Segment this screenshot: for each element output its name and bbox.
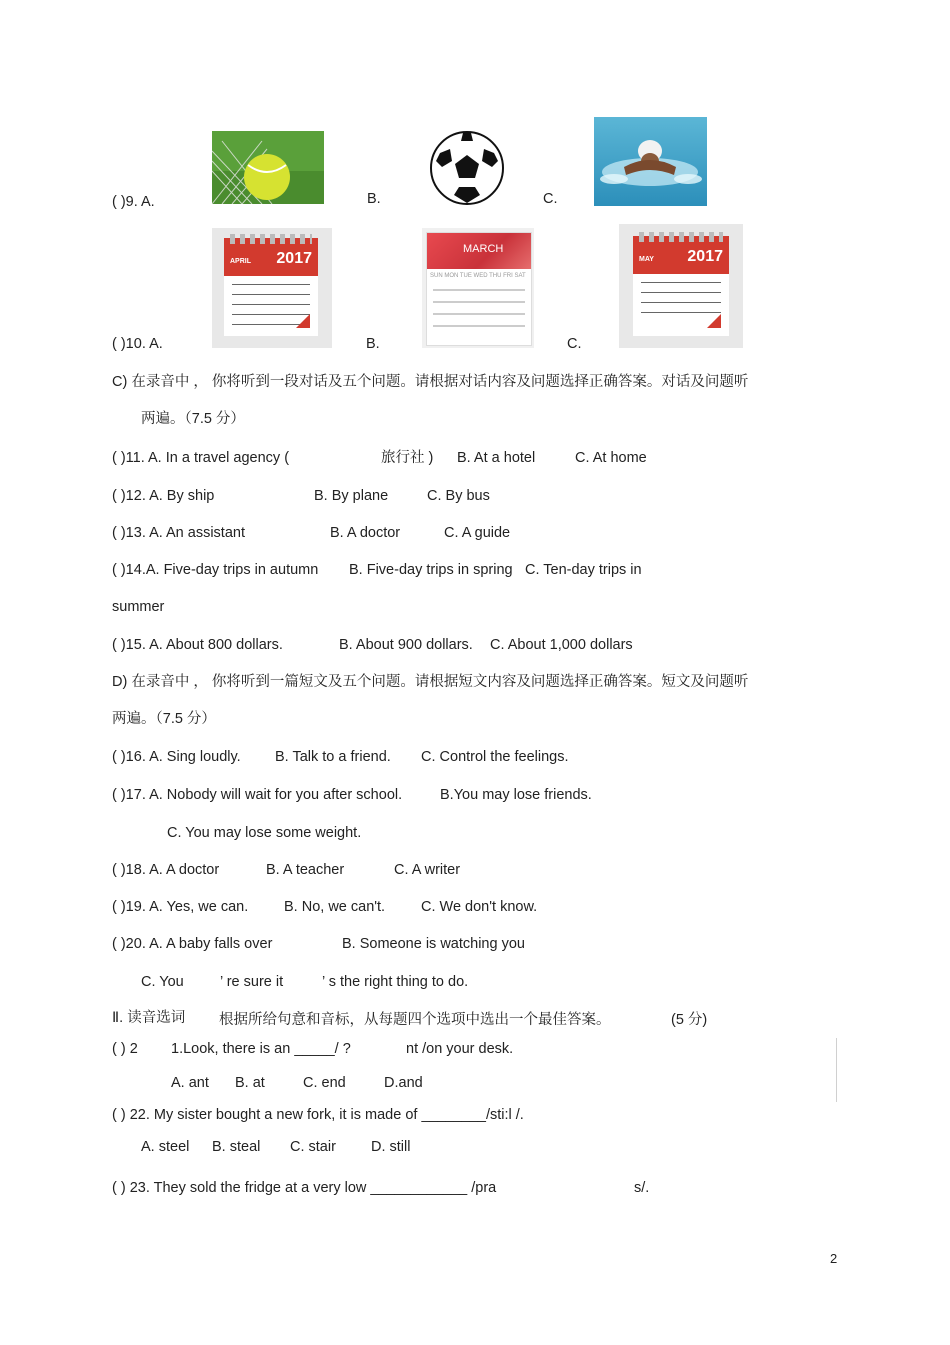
q23-question: ( ) 23. They sold the fridge at a very low ____________ /pra <box>112 1180 497 1196</box>
q22-option-a: A. steel <box>141 1139 190 1155</box>
tennis-image <box>212 131 324 204</box>
q12-c: C. By bus <box>427 488 490 504</box>
q22-question: ( ) 22. My sister bought a new fork, it is made of ________/sti:l /. <box>112 1107 524 1123</box>
calendar-may-image <box>619 224 743 348</box>
q9-option-c: C. <box>543 191 558 207</box>
q11-c: C. At home <box>575 450 647 466</box>
q23-question-end: s/. <box>634 1180 650 1196</box>
calendar-c-month: MAY <box>639 256 654 263</box>
q13-a: ( )13. A. An assistant <box>112 525 245 541</box>
q16-b: B. Talk to a friend. <box>275 749 391 765</box>
q17-c: C. You may lose some weight. <box>167 825 362 841</box>
q22-option-c: C. stair <box>290 1139 336 1155</box>
page-number: 2 <box>830 1251 838 1266</box>
calendar-c-year: 2017 <box>687 248 723 265</box>
q20-c-part2: ’ re sure it <box>220 974 284 990</box>
q11-a: ( )11. A. In a travel agency ( <box>112 450 290 466</box>
q15-c: C. About 1,000 dollars <box>490 637 633 653</box>
section-d-instruction-cont: 两遍。（7.5 分） <box>112 711 216 727</box>
q13-b: B. A doctor <box>330 525 401 541</box>
q14-a: ( )14.A. Five-day trips in autumn <box>112 562 319 578</box>
q13-c: C. A guide <box>444 525 511 541</box>
calendar-a-year: 2017 <box>276 250 312 267</box>
calendar-april-image <box>212 228 332 348</box>
q19-b: B. No, we can't. <box>284 899 386 915</box>
q18-c: C. A writer <box>394 862 461 878</box>
section-ii-description: 根据所给句意和音标，从每题四个选项中选出一个最佳答案。 <box>219 1012 611 1028</box>
section-d-instruction: D) 在录音中 ， 你将听到一篇短文及五个问题。请根据短文内容及问题选择正确答案。短文及问题听 <box>112 674 749 690</box>
q17-b: B.You may lose friends. <box>440 787 592 803</box>
q10-option-c: C. <box>567 336 582 352</box>
q12-a: ( )12. A. By ship <box>112 488 215 504</box>
q21-option-a: A. ant <box>171 1075 209 1091</box>
q21-prefix: ( ) 2 <box>112 1041 138 1057</box>
q14-b: B. Five-day trips in spring <box>349 562 513 578</box>
q21-question: 1.Look, there is an _____/ ? <box>171 1041 351 1057</box>
q11-a-cn: 旅行社 ) <box>381 450 434 466</box>
q15-b: B. About 900 dollars. <box>339 637 473 653</box>
q22-option-b: B. steal <box>212 1139 261 1155</box>
swimmer-image <box>594 117 707 206</box>
q19-a: ( )19. A. Yes, we can. <box>112 899 249 915</box>
q9-option-b: B. <box>367 191 381 207</box>
section-ii-score: (5 分) <box>671 1012 708 1028</box>
calendar-a-month: APRIL <box>230 258 251 265</box>
q16-c: C. Control the feelings. <box>421 749 569 765</box>
q9-prefix: ( )9. A. <box>112 194 155 210</box>
section-c-instruction-cont: 两遍。（7.5 分） <box>141 411 245 427</box>
soccer-ball-image <box>428 129 506 207</box>
q15-a: ( )15. A. About 800 dollars. <box>112 637 283 653</box>
q11-b: B. At a hotel <box>457 450 536 466</box>
q16-a: ( )16. A. Sing loudly. <box>112 749 241 765</box>
q22-option-d: D. still <box>371 1139 411 1155</box>
q21-option-b: B. at <box>235 1075 265 1091</box>
q17-a: ( )17. A. Nobody will wait for you after school. <box>112 787 403 803</box>
q20-a: ( )20. A. A baby falls over <box>112 936 273 952</box>
q19-c: C. We don't know. <box>421 899 538 915</box>
q21-option-d: D.and <box>384 1075 423 1091</box>
calendar-b-days: SUN MON TUE WED THU FRI SAT <box>430 273 526 279</box>
q21-option-c: C. end <box>303 1075 346 1091</box>
q21-question-cont: nt /on your desk. <box>406 1041 514 1057</box>
section-ii-title: Ⅱ. 读音选词 <box>112 1010 186 1026</box>
q10-option-b: B. <box>366 336 380 352</box>
section-c-instruction: C) 在录音中 ， 你将听到一段对话及五个问题。请根据对话内容及问题选择正确答案。对话及问题听 <box>112 374 749 390</box>
q20-c-part3: ’ s the right thing to do. <box>322 974 469 990</box>
q18-b: B. A teacher <box>266 862 345 878</box>
calendar-march-image <box>422 228 534 348</box>
q20-b: B. Someone is watching you <box>342 936 525 952</box>
q20-c-part1: C. You <box>141 974 184 990</box>
q14-c: C. Ten-day trips in <box>525 562 642 578</box>
calendar-b-month: MARCH <box>463 243 504 255</box>
margin-divider <box>836 1038 837 1102</box>
q10-prefix: ( )10. A. <box>112 336 163 352</box>
q14-c-cont: summer <box>112 599 165 615</box>
q12-b: B. By plane <box>314 488 389 504</box>
q18-a: ( )18. A. A doctor <box>112 862 220 878</box>
